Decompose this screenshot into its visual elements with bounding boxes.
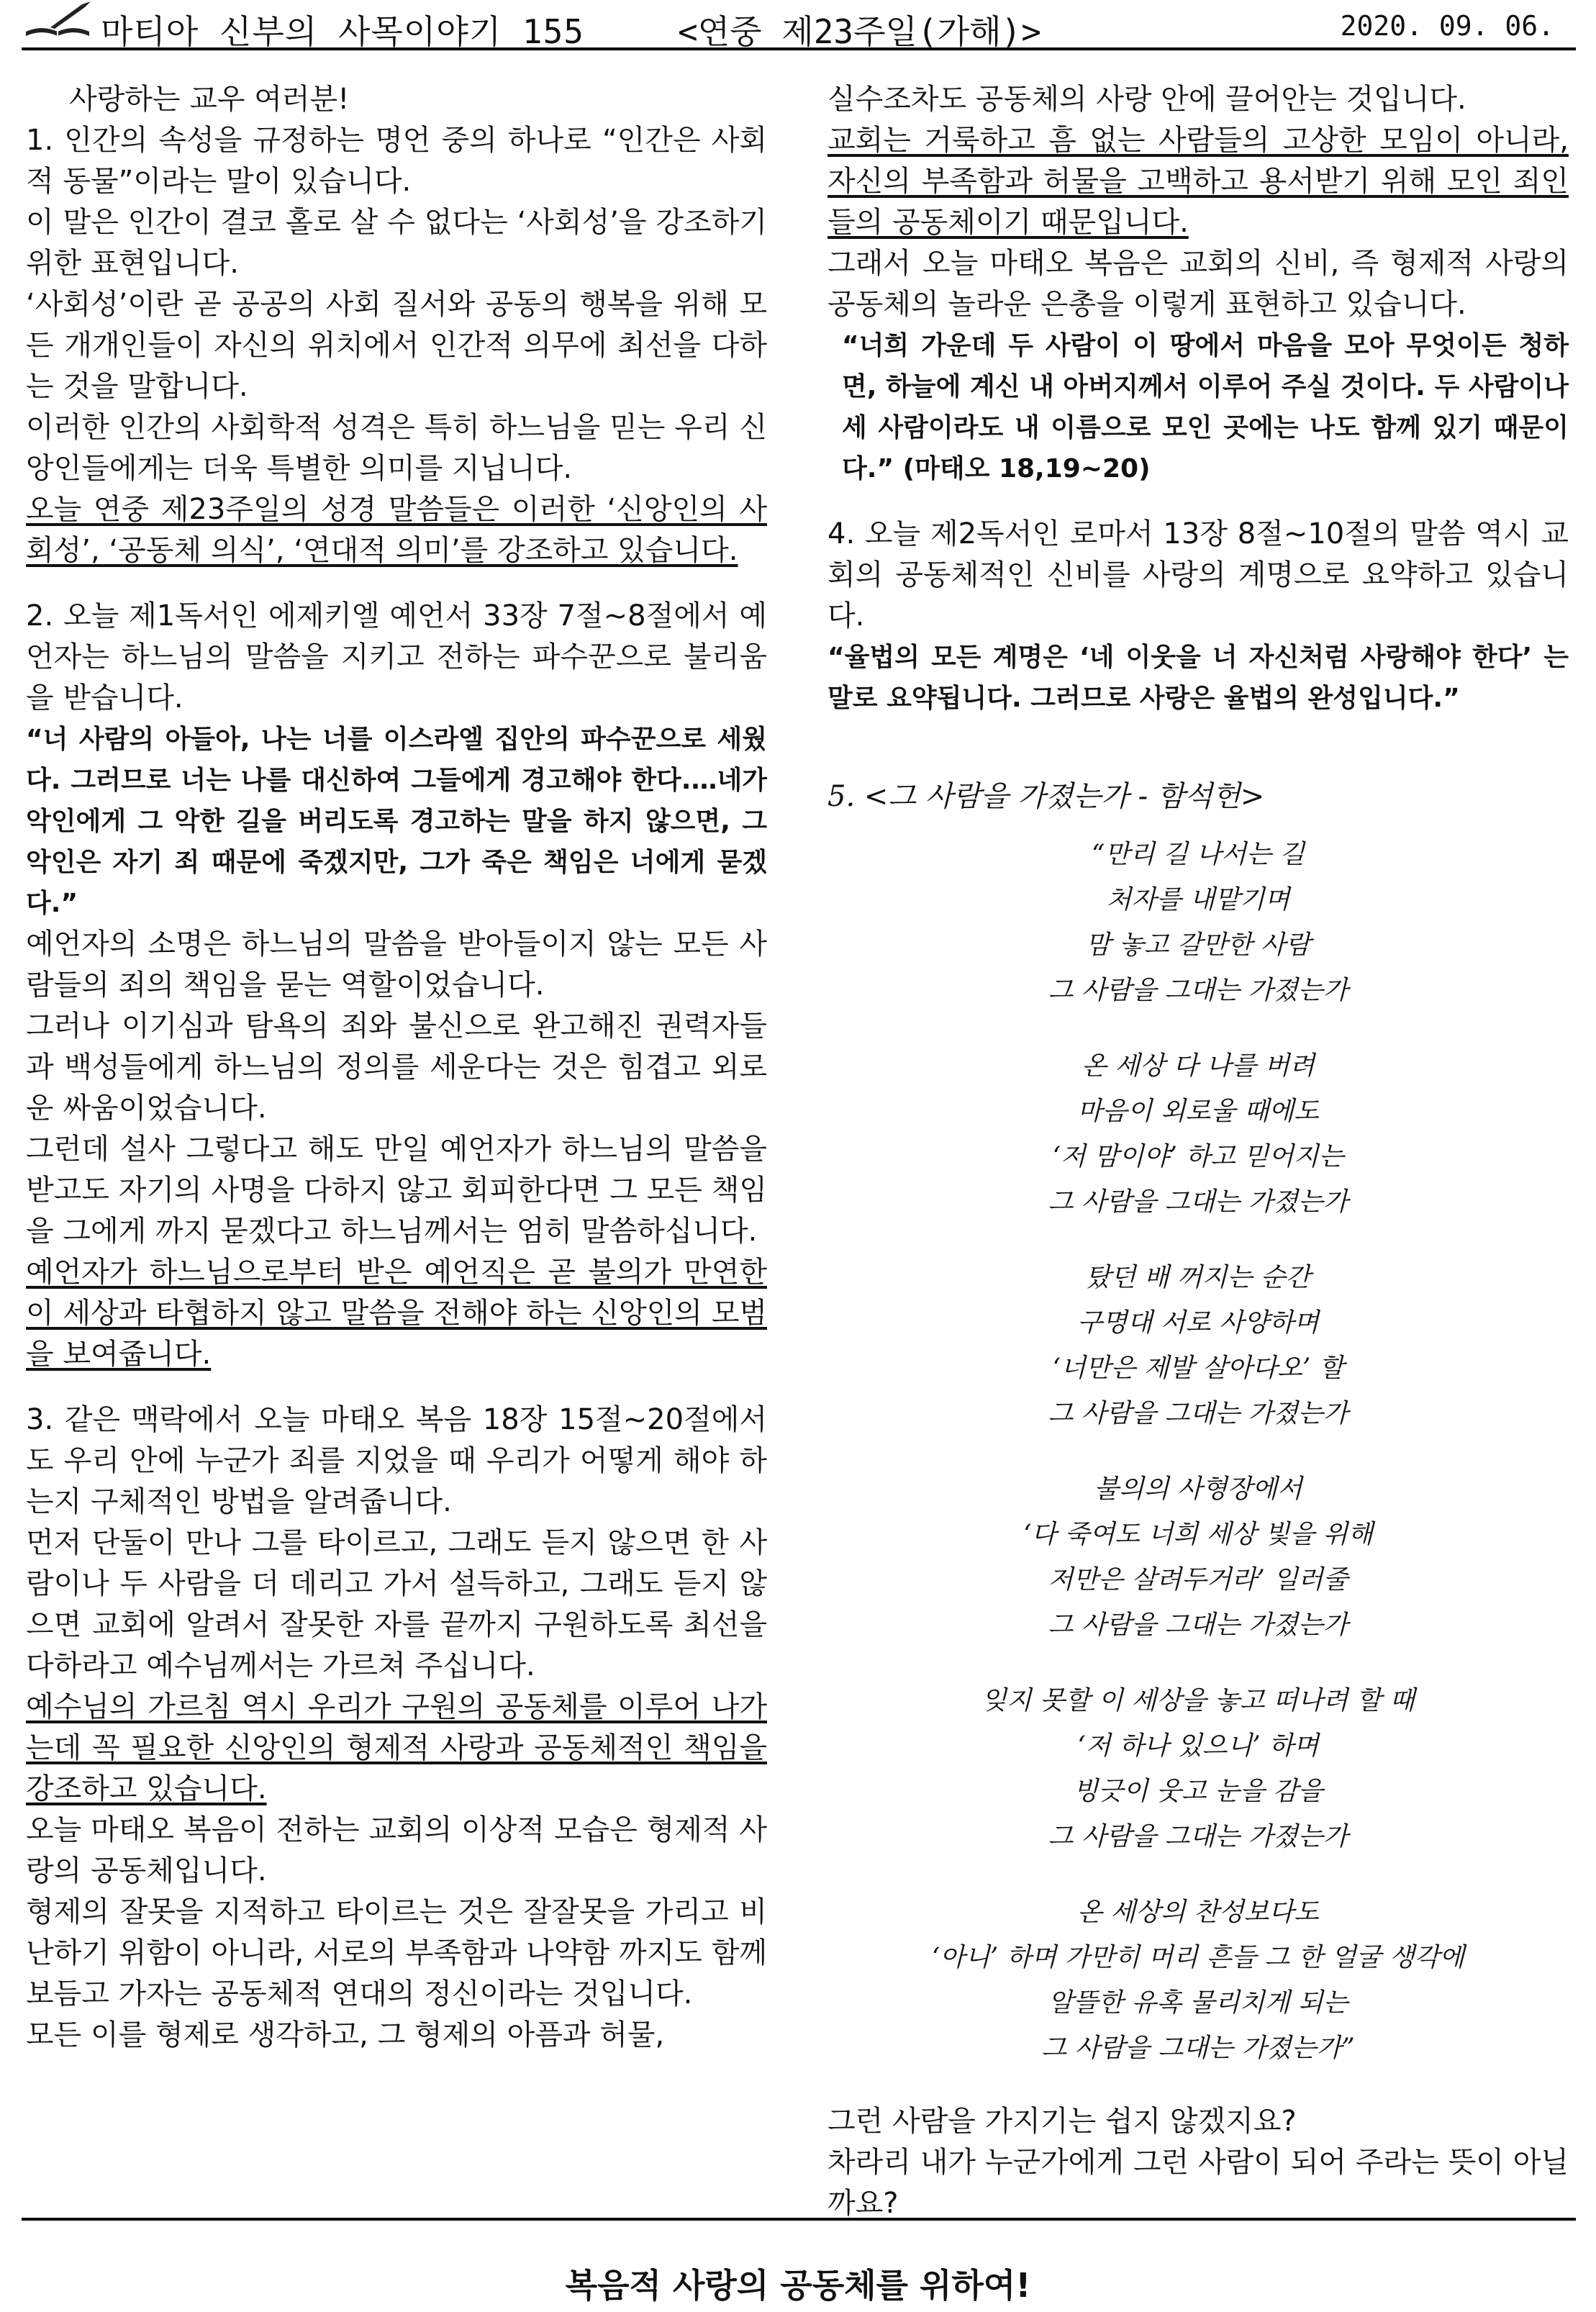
paragraph: 그러나 이기심과 탐욕의 죄와 불신으로 완고해진 권력자들과 백성들에게 하느님의 정의를 세운다는 것은 힘겹고 외로운 싸움이었습니다. [26, 1010, 767, 1125]
poem-line: 그 사람을 그대는 가졌는가 [1048, 1399, 1348, 1428]
paragraph: 이 말은 인간이 결코 홀로 살 수 없다는 ‘사회성’을 강조하기 위한 표현입니다. [26, 206, 767, 280]
poem-stanza [828, 1466, 1569, 1648]
left-column [26, 79, 767, 2056]
page-header [22, 0, 1576, 50]
open-book-quill-icon [22, 0, 94, 43]
poem-line: 그 사람을 그대는 가졌는가 [1048, 1187, 1348, 1217]
poem-stanza [828, 1678, 1569, 1859]
underlined-emphasis: 오늘 연중 제23주일의 성경 말씀들은 이러한 ‘신앙인의 사회성’, ‘공동체 의식’, ‘연대적 의미’를 강조하고 있습니다. [26, 493, 767, 567]
paragraph: 2. 오늘 제1독서인 에제키엘 예언서 33장 7절~8절에서 예언자는 하느님의 말씀을 지키고 전하는 파수꾼으로 불리움을 받습니다. [26, 599, 767, 715]
paragraph: 3. 같은 맥락에서 오늘 마태오 복음 18장 15절~20절에서도 우리 안에 누군가 죄를 지었을 때 우리가 어떻게 해야 하는지 구체적인 방법을 알려줍니다. [26, 1403, 767, 1518]
poem-line: 처자를 내맡기며 [1106, 885, 1290, 915]
paragraph: 4. 오늘 제2독서인 로마서 13장 8절~10절의 말씀 역시 교회의 공동체적인 신비를 사랑의 계명으로 요약하고 있습니다. [828, 517, 1569, 633]
paragraph: 이러한 인간의 사회학적 성격은 특히 하느님을 믿는 우리 신앙인들에게는 더욱 특별한 의미를 지닙니다. [26, 411, 767, 485]
paragraph: 실수조차도 공동체의 사랑 안에 끌어안는 것입니다. [828, 83, 1466, 116]
poem-stanza [828, 1890, 1569, 2071]
footer-motto: 복음적 사랑의 공동체를 위하여! [565, 2266, 1031, 2305]
poem-line: 온 세상의 찬성보다도 [1077, 1898, 1319, 1927]
bulletin-title: 마티아 신부의 사목이야기 155 [101, 12, 584, 51]
underlined-emphasis: 예언자가 하느님으로부터 받은 예언직은 곧 불의가 만연한 이 세상과 타협하지 않고 말씀을 전해야 하는 신앙인의 모범을 보여줍니다. [26, 1256, 767, 1371]
footer-divider [22, 2218, 1576, 2221]
poem-line: 그 사람을 그대는 가졌는가 [1048, 1610, 1348, 1640]
poem-line: 불의의 사형장에서 [1094, 1474, 1302, 1504]
poem-line: ‘너만은 제발 살아다오’ 할 [1052, 1354, 1344, 1383]
paragraph: 오늘 마태오 복음이 전하는 교회의 이상적 모습은 형제적 사랑의 공동체입니다. [26, 1813, 767, 1887]
poem-line: “만리 길 나서는 길 [1091, 840, 1305, 869]
paragraph: 그런 사람을 가지기는 쉽지 않겠지요? [828, 2105, 1297, 2138]
paragraph: 예언자의 소명은 하느님의 말씀을 받아들이지 않는 모든 사람들의 죄의 책임을 묻는 역할이었습니다. [26, 928, 767, 1002]
paragraph: 그런데 설사 그렇다고 해도 만일 예언자가 하느님의 말씀을 받고도 자기의 사명을 다하지 않고 회피한다면 그 모든 책임을 그에게 까지 묻겠다고 하느님께서는 엄히 말씀하십니다. [26, 1133, 767, 1248]
paragraph: 형제의 잘못을 지적하고 타이르는 것은 잘잘못을 가리고 비난하기 위함이 아니라, 서로의 부족함과 나약함 까지도 함께 보듬고 가자는 공동체적 연대의 정신이라는 것입니다. [26, 1895, 767, 2010]
poem-stanza [828, 832, 1569, 1013]
poem-line: 알뜰한 유혹 물리치게 되는 [1048, 1988, 1348, 2018]
poem-line: 저만은 살려두거라’ 일러줄 [1048, 1565, 1348, 1595]
underlined-emphasis: 예수님의 가르침 역시 우리가 구원의 공동체를 이루어 나가는데 꼭 필요한 신앙인의 형제적 사랑과 공동체적인 책임을 강조하고 있습니다. [26, 1690, 767, 1805]
bulletin-date: 2020. 09. 06. [1340, 10, 1554, 42]
right-column [828, 79, 1569, 2224]
poem-line: ‘다 죽여도 너희 세상 빛을 위해 [1023, 1520, 1373, 1549]
poem [828, 832, 1569, 2071]
greeting: 사랑하는 교우 여러분! [69, 83, 350, 116]
poem-line: 잊지 못할 이 세상을 놓고 떠나려 할 때 [981, 1686, 1415, 1715]
paragraph: 그래서 오늘 마태오 복음은 교회의 신비, 즉 형제적 사랑의 공동체의 놀라운 은총을 이렇게 표현하고 있습니다. [828, 247, 1569, 321]
scripture-quote: “율법의 모든 계명은 ‘네 이웃을 너 자신처럼 사랑해야 한다’ 는 말로 요약됩니다. 그러므로 사랑은 율법의 완성입니다.” [828, 643, 1569, 713]
poem-line: ‘저 하나 있으니’ 하며 [1077, 1731, 1319, 1761]
paragraph: ‘사회성’이란 곧 공공의 사회 질서와 공동의 행복을 위해 모든 개개인들이 자신의 위치에서 인간적 의무에 최선을 다하는 것을 말합니다. [26, 288, 767, 403]
poem-stanza [828, 1043, 1569, 1225]
poem-line: 그 사람을 그대는 가졌는가 [1048, 976, 1348, 1005]
scripture-quote: “너 사람의 아들아, 나는 너를 이스라엘 집안의 파수꾼으로 세웠다. 그러므로 너는 나를 대신하여 그들에게 경고해야 한다.…네가 악인에게 그 악한 길을 버리도록 경고하는 말을 하지 않으면, 그 악인은 자기 죄 때문에 죽겠지만, 그가 죽은 책임은 너에게 묻겠다.” [26, 725, 767, 918]
poem-line: 탔던 배 꺼지는 순간 [1085, 1263, 1311, 1292]
paragraph: 먼저 단둘이 만나 그를 타이르고, 그래도 듣지 않으면 한 사람이나 두 사람을 더 데리고 가서 설득하고, 그래도 듣지 않으면 교회에 알려서 잘못한 자를 끝까지 구원하도록 최선을 다하라고 예수님께서는 가르쳐 주십니다. [26, 1526, 767, 1682]
scripture-quote: “너희 가운데 두 사람이 이 땅에서 마음을 모아 무엇이든 청하면, 하늘에 계신 내 아버지께서 이루어 주실 것이다. 두 사람이나 세 사람이라도 내 이름으로 모인 곳에는 나도 함께 있기 때문이다.” (마태오 18,19~20) [842, 331, 1569, 484]
poem-line: 맘 놓고 갈만한 사람 [1085, 930, 1311, 960]
poem-line: ‘아니’ 하며 가만히 머리 흔들 그 한 얼굴 생각에 [931, 1943, 1465, 1972]
poem-line: 마음이 외로울 때에도 [1077, 1097, 1319, 1126]
poem-line: ‘저 맘이야’ 하고 믿어지는 [1052, 1142, 1344, 1171]
poem-stanza [828, 1255, 1569, 1436]
liturgical-day: <연중 제23주일(가해)> [678, 12, 1041, 51]
poem-line: 빙긋이 웃고 눈을 감을 [1073, 1777, 1323, 1806]
poem-heading: 5. <그 사람을 가졌는가 - 함석헌> [828, 780, 1265, 813]
underlined-emphasis: 교회는 거룩하고 흠 없는 사람들의 고상한 모임이 아니라, 자신의 부족함과 허물을 고백하고 용서받기 위해 모인 죄인들의 공동체이기 때문입니다. [828, 124, 1569, 239]
paragraph: 1. 인간의 속성을 규정하는 명언 중의 하나로 “인간은 사회적 동물”이라는 말이 있습니다. [26, 124, 767, 198]
poem-line: 구명대 서로 사양하며 [1077, 1308, 1319, 1338]
poem-line: 그 사람을 그대는 가졌는가 [1048, 1822, 1348, 1851]
paragraph: 모든 이를 형제로 생각하고, 그 형제의 아픔과 허물, [26, 2018, 665, 2052]
poem-line: 온 세상 다 나를 버려 [1082, 1051, 1315, 1081]
paragraph: 차라리 내가 누군가에게 그런 사람이 되어 주라는 뜻이 아닐까요? [828, 2146, 1569, 2220]
poem-line: 그 사람을 그대는 가졌는가” [1041, 2034, 1355, 2063]
